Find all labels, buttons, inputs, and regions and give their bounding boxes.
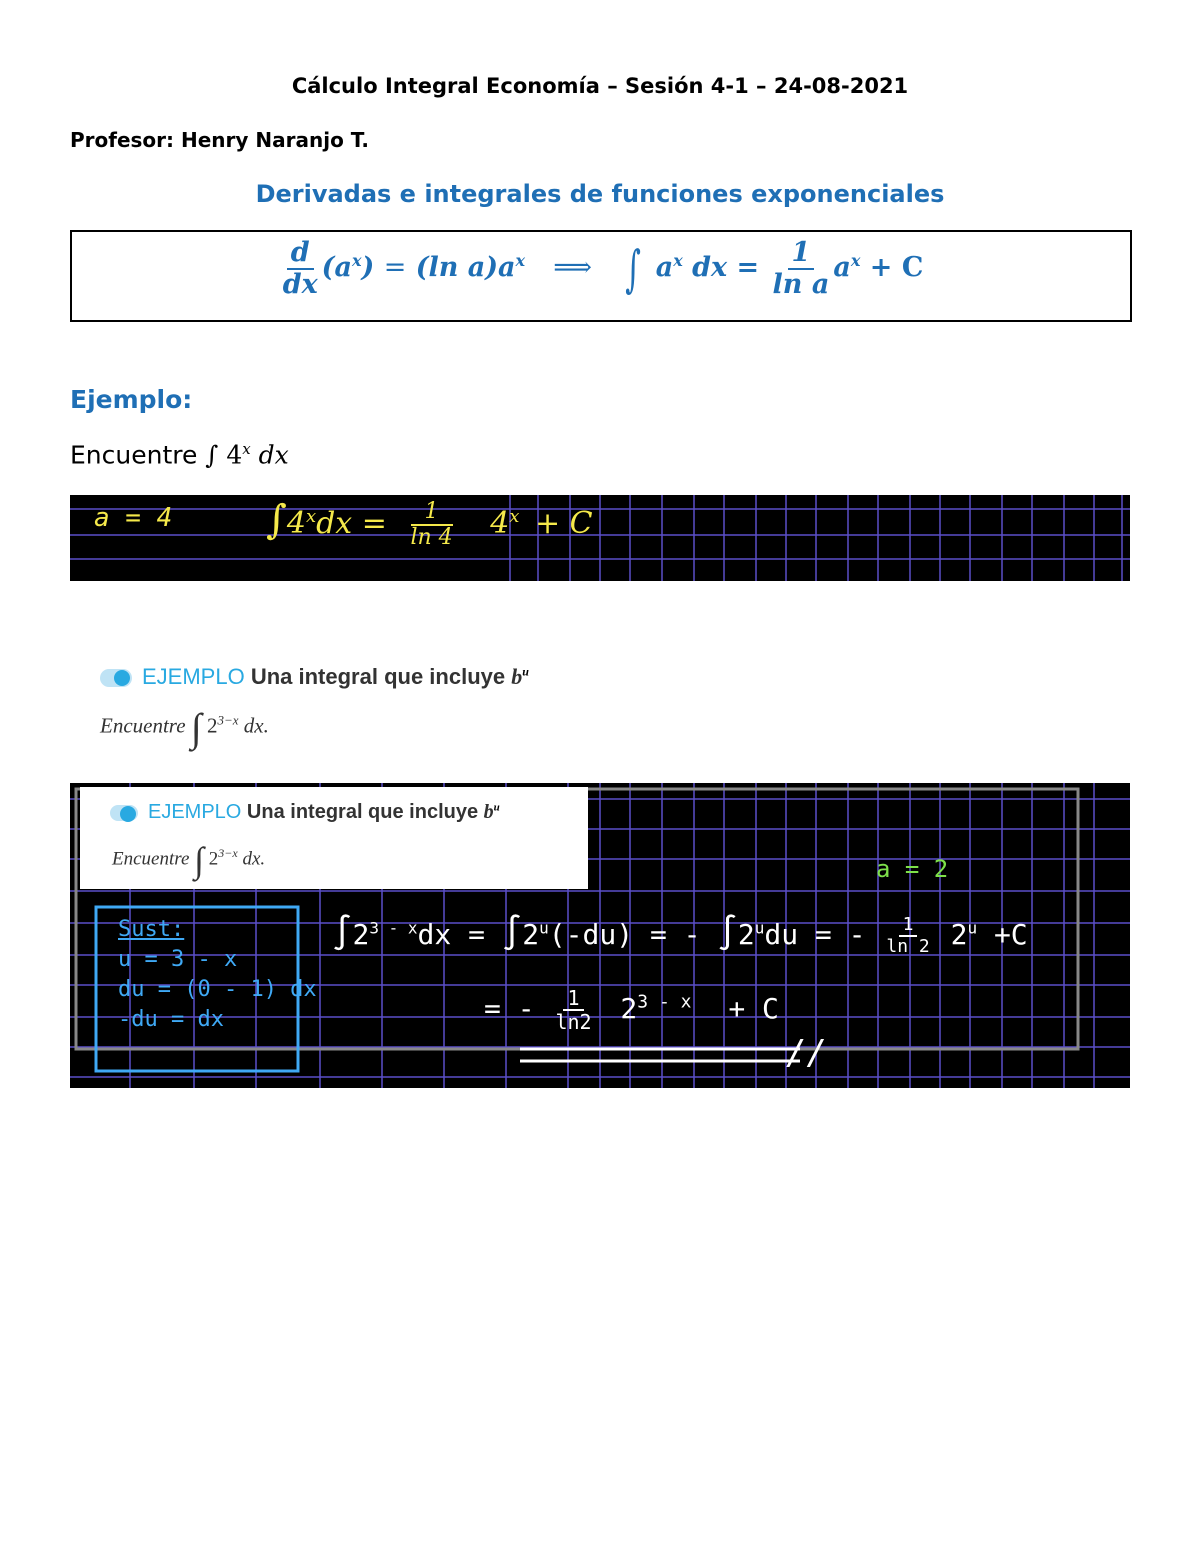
whiteboard-solution-2 [70,783,1130,1088]
integrand-dx: dx = [316,506,387,541]
base: 2 [620,992,638,1025]
frac-den: ln2 [555,1010,592,1034]
exponent: u [967,918,978,938]
example-prompt [70,440,289,469]
differential: dx = [417,918,485,951]
document-title: Cálculo Integral Economía – Sesión 4-1 – 24-08-2021 [291,74,909,98]
derivative-operator [279,238,322,299]
exponent: u [754,918,765,938]
one-over-ln-a [769,238,834,299]
integrand-exp: x [242,440,251,458]
integral-sign: ∫ [625,239,642,298]
title-base: b [483,801,494,823]
integral-sign: ∫ [332,913,353,953]
integrand-dx: dx. [243,713,269,738]
example-pill-icon [110,805,138,821]
result-base: a [833,252,851,284]
example-label: EJEMPLO [148,801,242,823]
prompt-text: Encuentre [70,440,198,470]
integral-sign: ∫ [266,497,287,543]
substitution-box [118,915,317,1035]
integrand-exp: x [673,251,683,271]
substitution-title: Sust: [118,917,185,942]
title-exp: u [522,664,529,679]
exponent: 3 - x [369,918,418,938]
solution-line-2 [484,987,779,1033]
integrand-exp: 3−x [218,846,238,861]
frac-num: 1 [788,238,815,270]
frac-num: 1 [899,915,918,937]
frac-num: d [287,238,314,270]
formula-box [70,230,1132,322]
board-grid [70,495,1130,581]
base: 2 [737,918,755,951]
integrand-dx: dx = [682,252,760,284]
substitution-line: du = (0 - 1) dx [118,977,317,1002]
integrand-base: 4 [226,440,243,470]
integrand-dx: dx. [242,848,266,870]
example-heading: Ejemplo: [70,385,193,414]
integral-sign: ∫ [717,913,738,953]
prompt-text: Encuentre [100,713,186,738]
title-base: b [511,664,523,689]
textbook-example [100,664,700,764]
equals: = [383,252,407,284]
substitution-line: u = 3 - x [118,947,238,972]
a-value: a = 4 [94,503,173,533]
middle-term: (-du) = - [548,918,701,951]
lhs-exp: x [351,251,362,271]
integrand-base: 2 [207,713,218,738]
embedded-textbook-snapshot [80,787,588,889]
one-over-ln2 [551,987,595,1033]
result-exp: x [509,506,520,527]
snapshot-problem [112,839,265,881]
textbook-problem [100,704,700,751]
integrand-base: 4 [286,506,306,541]
rhs-exp: x [515,251,526,271]
example-title: Una integral que incluye [246,801,479,823]
substitution-line: -du = dx [118,1007,224,1032]
example-label: EJEMPLO [142,664,245,689]
lhs-arg: (a [321,252,352,284]
integrand-dx: dx [258,440,289,470]
title-exp: u [493,801,500,814]
exponent: 3 - x [637,991,692,1013]
snapshot-title [110,801,500,824]
result-exp: x [850,251,861,271]
integrand-base: 2 [208,848,219,870]
integral-sign: ∫ [205,440,219,470]
end-mark: // [786,1033,827,1073]
handwritten-integral [266,497,593,550]
implies-arrow: ⟹ [553,252,593,284]
frac-num: 1 [411,500,453,526]
frac-num: 1 [563,987,583,1011]
differential: du = - [764,918,866,951]
exponential-formula [72,238,1130,299]
result-base: 4 [490,506,510,541]
plus-constant: + C [534,506,593,541]
integrand-base: a [655,252,674,284]
base: 2 [352,918,370,951]
prompt-text: Encuentre [112,848,190,870]
integral-sign: ∫ [194,840,204,880]
one-over-ln2 [882,915,933,957]
a-value: a = 2 [876,855,949,883]
ln-a-times-a: (ln a)a [415,252,516,284]
integrand-exp: 3−x [217,712,239,728]
frac-den: ln 2 [886,936,930,957]
section-heading: Derivadas e integrales de funciones exponenciales [255,180,945,208]
integral-sign: ∫ [501,913,523,953]
equals-minus: = - [484,992,535,1025]
lhs-close: ) [361,252,375,284]
solution-line-1 [332,913,1028,957]
frac-den: ln 4 [410,525,453,550]
exponent: u [539,918,549,938]
plus-constant: + C [860,252,924,284]
whiteboard-solution-1 [70,495,1130,581]
example-pill-icon [100,669,132,687]
frac-den: dx [282,268,318,300]
textbook-example-title [100,664,700,690]
professor-name: Profesor: Henry Naranjo T. [70,128,369,152]
example-title: Una integral que incluye [250,664,506,689]
plus-constant: + C [728,992,779,1025]
plus-constant: +C [993,918,1028,951]
integrand-exp: x [305,506,317,527]
base: 2 [522,918,540,951]
one-over-ln4 [406,500,456,550]
integral-sign: ∫ [190,705,202,750]
base: 2 [950,918,968,951]
frac-den: ln a [772,268,830,300]
